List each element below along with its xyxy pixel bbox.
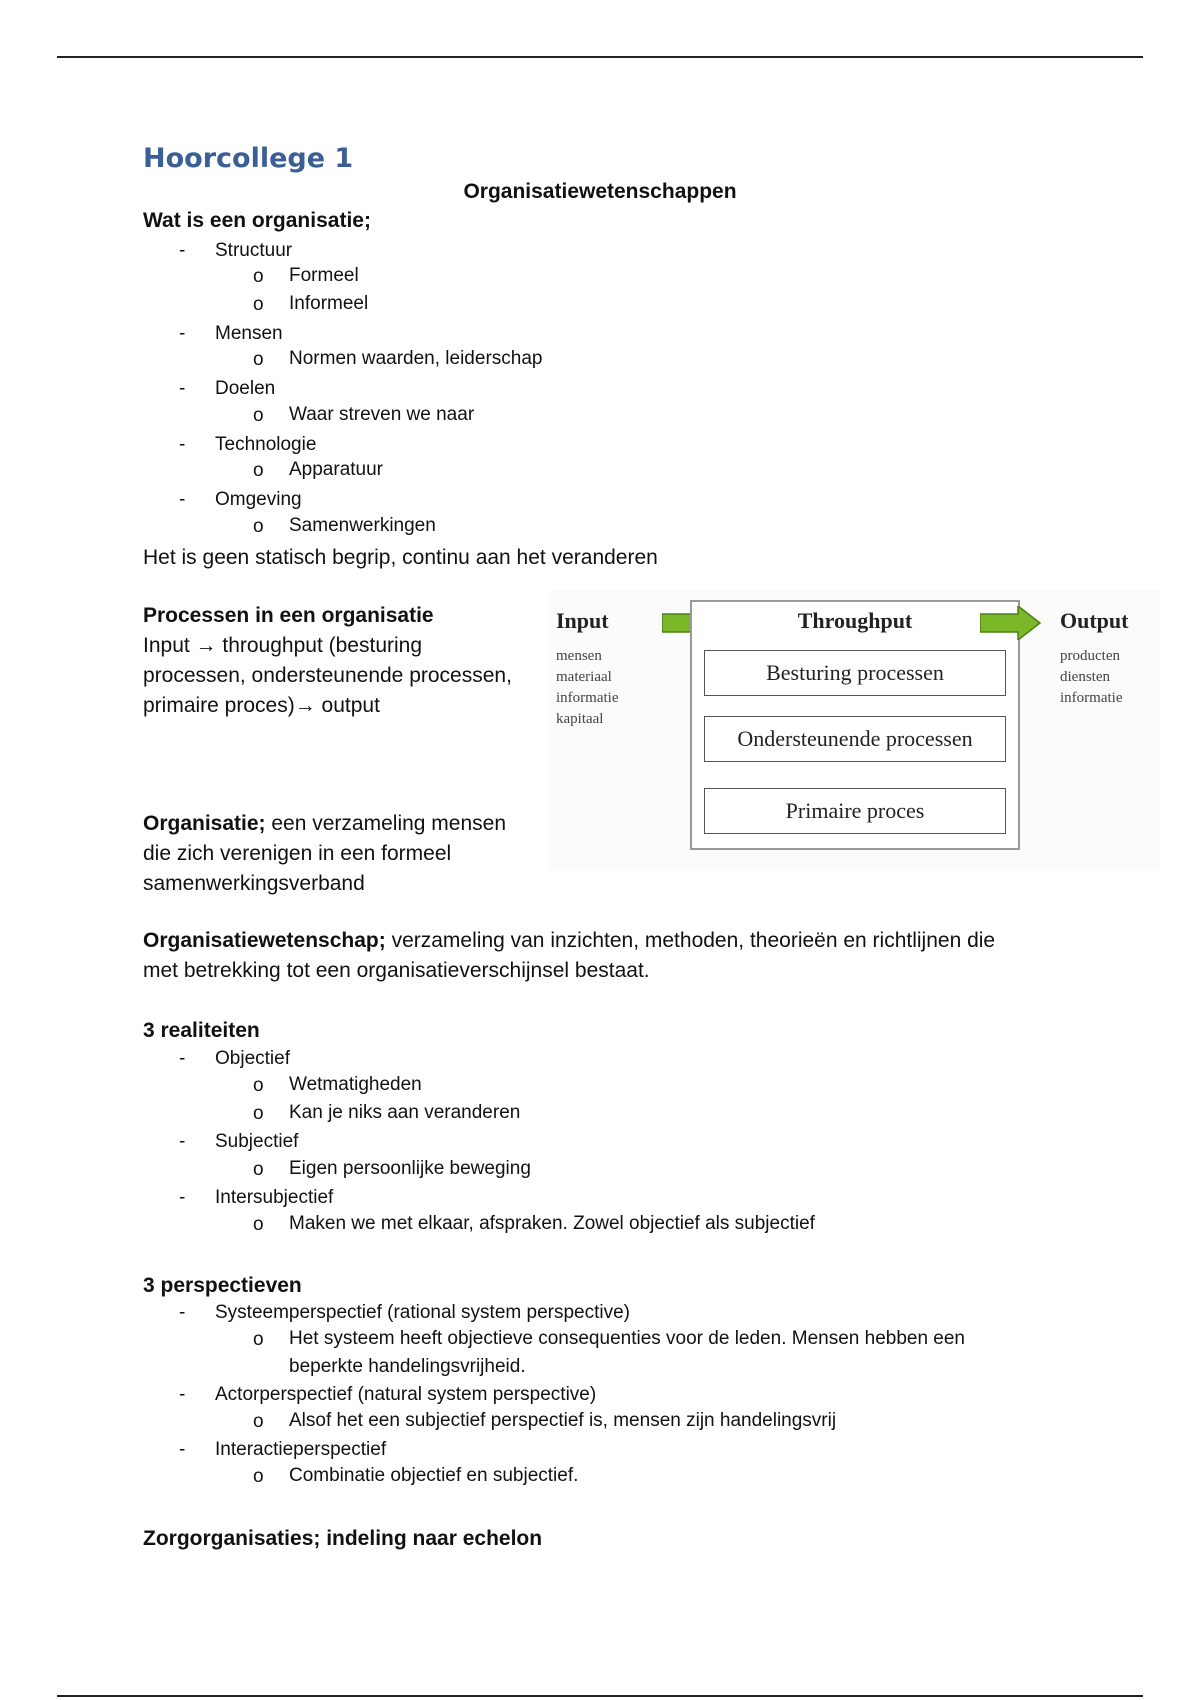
process-box: Besturing processen [704,650,1006,696]
section-heading-perspectieven: 3 perspectieven [143,1274,302,1297]
term: Organisatiewetenschap; [143,929,386,952]
section-heading-realiteiten: 3 realiteiten [143,1019,260,1042]
organisatiewetenschap-definition: Organisatiewetenschap; verzameling van inzichten, methoden, theorieën en richtlijnen die met betrekking tot een organisatieverschijnsel bestaat. [143,929,996,982]
input-items: mensen materiaal informatie kapitaal [556,648,619,727]
section-heading-organisatie: Wat is een organisatie; [143,209,371,232]
output-items: producten diensten informatie [1060,648,1123,706]
term: Organisatie; [143,812,266,835]
output-label: Output [1060,608,1129,633]
process-box: Ondersteunende processen [704,716,1006,762]
page-title: Hoorcollege 1 [143,143,354,174]
section-heading-processen: Processen in een organisatie [143,604,434,627]
process-diagram [548,590,1160,870]
throughput-box [690,600,1020,850]
processen-text: Input → throughput (besturing processen, ondersteunende processen, primaire proces)→ output [143,634,512,717]
section-heading-zorgorganisaties: Zorgorganisaties; indeling naar echelon [143,1527,543,1550]
output-arrow-icon [980,606,1042,640]
input-label: Input [556,608,609,633]
subtitle: Organisatiewetenschappen [463,180,737,203]
organisatie-note: Het is geen statisch begrip, continu aan het veranderen [143,546,658,569]
footer-rule [57,1695,1143,1697]
throughput-label: Throughput [797,608,913,633]
organisatie-definition: Organisatie; een verzameling mensen die zich verenigen in een formeel samenwerkingsverband [143,812,507,895]
header-rule [57,56,1143,58]
process-box: Primaire proces [704,788,1006,834]
